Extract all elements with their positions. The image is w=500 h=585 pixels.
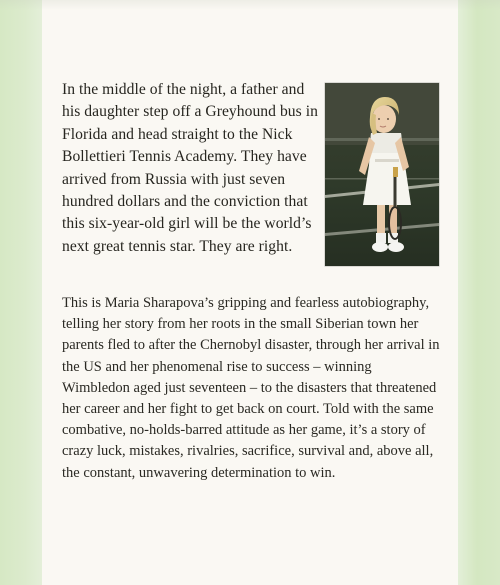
left-color-band	[0, 0, 42, 585]
childhood-tennis-photo	[325, 83, 439, 266]
right-color-band	[458, 0, 500, 585]
description-paragraph: This is Maria Sharapova’s gripping and fearless autobiography, telling her story from her roots in the small Siberian town her parents fled to after the Chernobyl disaster, through her arrival in the US and her phenomenal rise to success – winning Wimbledon aged just seventeen – to the disasters that threatened her career and her fight to get back on court. Told with the same combative, no-holds-barred attitude as her game, it’s a story of crazy luck, mistakes, rivalries, sacrifice, survival and, above all, the constant, unwavering determination to win.	[62, 295, 440, 481]
intro-paragraph: In the middle of the night, a father and his daughter step off a Greyhound bus in Florida and head straight to the Nick Bollettieri Tennis Academy. They have arrived from Russia with just seven hundred dollars and the conviction that this six-year-old girl will be the world’s next great tennis star. They are right.	[62, 81, 318, 255]
